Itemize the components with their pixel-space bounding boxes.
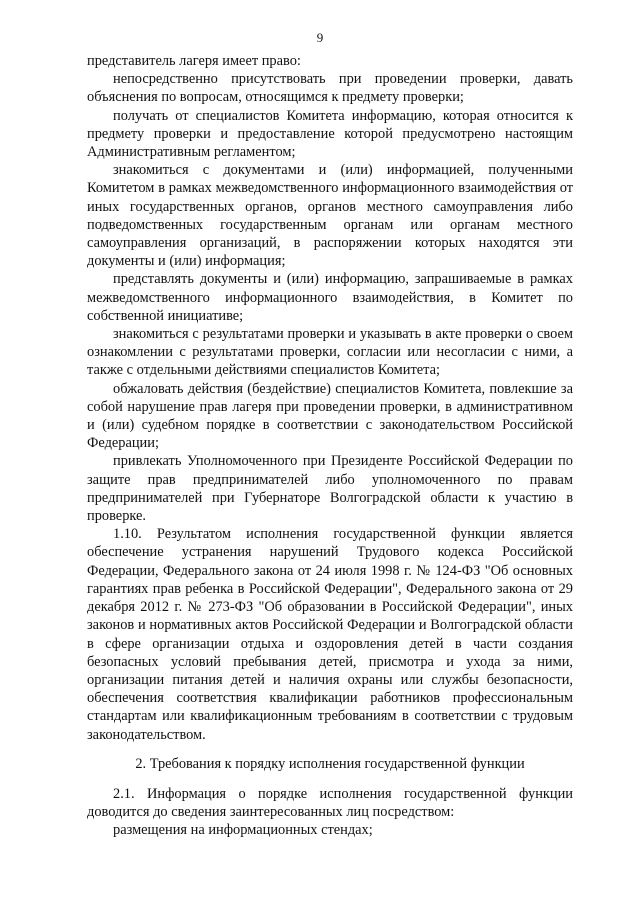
- paragraph: знакомиться с документами и (или) информацией, полученными Комитетом в рамках межведомственного информационного взаимодействия от иных государственных органов, органов местного самоуправления либо подведомственных государственным органам или органам местного самоуправления организаций, в распоряжении которых находятся эти документы и (или) информация;: [87, 162, 573, 270]
- section-heading: 2. Требования к порядку исполнения государственной функции: [135, 755, 525, 772]
- paragraph: размещения на информационных стендах;: [113, 822, 373, 839]
- paragraph: знакомиться с результатами проверки и указывать в акте проверки о своем ознакомлении с результатами проверки, согласии или несогласии с ними, а также с отдельными действиями специалистов Комитета;: [87, 326, 573, 379]
- paragraph: непосредственно присутствовать при проведении проверки, давать объяснения по вопросам, относящимся к предмету проверки;: [87, 71, 573, 106]
- paragraph: 2.1. Информация о порядке исполнения государственной функции доводится до сведения заинтересованных лиц посредством:: [87, 785, 573, 821]
- paragraph: привлекать Уполномоченного при Президенте Российской Федерации по защите прав предпринимателей либо уполномоченного по правам предпринимателей при Губернаторе Волгоградской области к участию в проверке.: [87, 453, 573, 525]
- page-number: 9: [316, 30, 324, 45]
- paragraph: обжаловать действия (бездействие) специалистов Комитета, повлекшие за собой нарушение прав лагеря при проведении проверки, в административном и (или) судебном порядке в соответствии с законодательством Российской Федерации;: [87, 380, 573, 452]
- paragraph: получать от специалистов Комитета информацию, которая относится к предмету проверки и предоставление которой предусмотрено настоящим Административным регламентом;: [87, 107, 573, 161]
- paragraph: представлять документы и (или) информацию, запрашиваемые в рамках межведомственного информационного взаимодействия, в Комитет по собственной инициативе;: [87, 271, 573, 324]
- paragraph: представитель лагеря имеет право:: [87, 53, 301, 69]
- document-body: [87, 52, 573, 840]
- paragraph: 1.10. Результатом исполнения государственной функции является обеспечение устранения нарушений Трудового кодекса Российской Федерации, Федерального закона от 24 июля 1998 г. № 124-ФЗ "Об основных гарантиях прав ребенка в Российской Федерации", Федерального закона от 29 декабря 2012 г. № 273-ФЗ "Об образовании в Российской Федерации", иных законов и нормативных актов Российской Федерации и Волгоградской области в сфере организации отдыха и оздоровления детей в части создания безопасных условий пребывания детей, присмотра и ухода за ними, организации питания детей и наличия охраны или службы безопасности, обеспечения соответствия квалификации работников профессиональным стандартам или квалификационным требованиям в соответствии с трудовым законодательством.: [87, 526, 573, 743]
